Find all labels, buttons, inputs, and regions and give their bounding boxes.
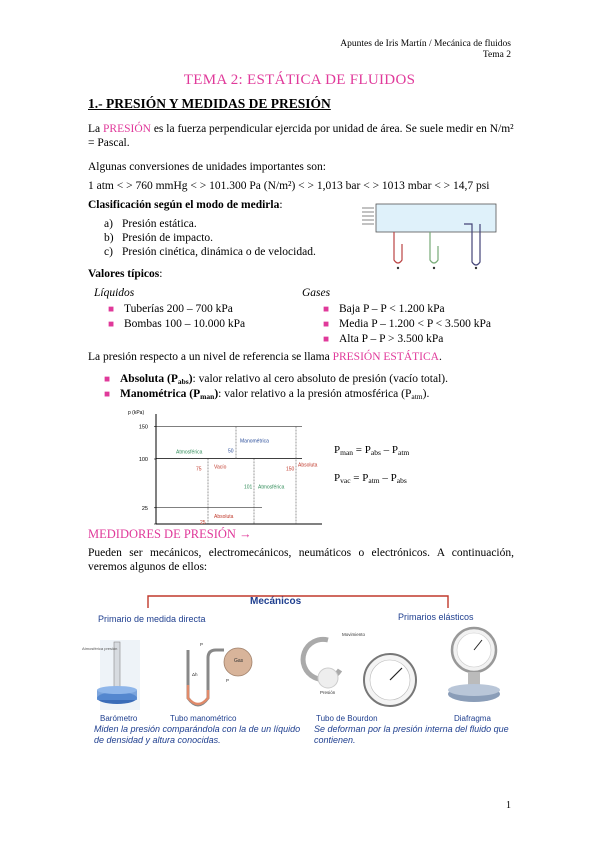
- manometer-tube-label: Tubo manométrico: [170, 714, 237, 723]
- liquid-item: ■ Tuberías 200 – 700 kPa: [108, 303, 233, 315]
- arrow-icon: →: [239, 527, 252, 541]
- pressure-probes-diagram: [360, 200, 500, 272]
- typical-heading: [88, 268, 162, 280]
- item-letter: c): [104, 246, 113, 258]
- item-letter: b): [104, 232, 114, 244]
- gas-item: ■ Alta P – P > 3.500 kPa: [323, 333, 444, 345]
- gas-tiny-label: Gas: [234, 658, 244, 664]
- atm-tiny-label: Atmosférica presión: [82, 646, 118, 651]
- value-atm: 101: [244, 484, 253, 491]
- absolute-sub: abs: [177, 377, 189, 386]
- y-tick-label: 150: [138, 424, 148, 431]
- right-caption: Se deforman por la presión interna del fluido que contienen.: [314, 724, 509, 745]
- intro-rest: es la fuerza perpendicular ejercida por unidad de área. Se suele medir en N/m² = Pascal.: [88, 123, 514, 149]
- page-title: TEMA 2: ESTÁTICA DE FLUIDOS: [183, 72, 416, 88]
- classification-title: Clasificación según el modo de medirla: [88, 199, 280, 211]
- value-man: 50: [228, 448, 234, 455]
- liquids-title: Líquidos: [94, 287, 135, 299]
- liquids-list: [108, 302, 245, 332]
- manometric-item: ■ Manométrica $(P_{man})$: valor relativo a la presión atmosférica $(P_{atm})$.: [104, 388, 430, 401]
- manometric-end: ).: [422, 388, 430, 400]
- gases-list: [323, 302, 491, 347]
- pin-tiny-label: P: [200, 642, 204, 647]
- gas-item: ■ Media P – 1.200 < P < 3.500 kPa: [323, 318, 492, 330]
- section-heading: [88, 96, 331, 112]
- static-term: PRESIÓN ESTÁTICA: [332, 351, 439, 363]
- liquid-item: ■ Bombas 100 – 10.000 kPa: [108, 318, 246, 330]
- label-absolute-1: Absoluta: [214, 513, 234, 520]
- label-atmospheric-1: Atmosférica: [176, 449, 203, 456]
- formula-vac: $P_{vac} = P_{atm} - P_{abs}$: [334, 472, 407, 485]
- gas-item: ■ Baja P – P < 1.200 kPa: [323, 303, 445, 315]
- section-heading-text: 1.- PRESIÓN Y MEDIDAS DE PRESIÓN: [88, 96, 331, 111]
- dh-tiny-label: Δh: [192, 672, 198, 677]
- right-group-label: Primarios elásticos: [398, 612, 474, 622]
- label-absolute-2: Absoluta: [298, 462, 318, 469]
- page-number: 1: [506, 800, 511, 811]
- gas-text: Baja P – P < 1.200 kPa: [339, 303, 445, 315]
- liquid-text: Bombas 100 – 10.000 kPa: [124, 318, 246, 330]
- classification-list: [104, 218, 316, 260]
- manometric-sub: man: [200, 392, 215, 401]
- manometric-label: Manométrica: [120, 388, 187, 400]
- item-text: Presión de impacto.: [122, 232, 214, 244]
- left-caption: Miden la presión comparándola con la de un líquido de densidad y altura conocidas.: [94, 724, 301, 745]
- pressure-levels-chart: [126, 408, 326, 528]
- manometric-sub2: atm: [411, 392, 423, 401]
- bourdon-tiny-label: Movimiento: [342, 632, 366, 637]
- classification-item: [104, 232, 316, 246]
- classification-item: [104, 246, 316, 260]
- absolute-text: : valor relativo al cero absoluto de presión (vacío total).: [192, 373, 448, 385]
- intro-term: PRESIÓN: [103, 123, 151, 135]
- pressure-tiny-label: Presión: [320, 690, 336, 695]
- gases-title: Gases: [302, 287, 331, 299]
- conversions-line: 1 atm < > 760 mmHg < > 101.300 Pa (N/m²) < > 1,013 bar < > 1013 mbar < > 14,7 psi: [88, 180, 490, 192]
- value-vac: 75: [196, 466, 202, 473]
- mechanical-title: Mecánicos: [250, 596, 302, 607]
- meters-heading: [88, 527, 252, 542]
- bourdon-tube-label: Tubo de Bourdon: [316, 714, 378, 723]
- gas-text: Media P – 1.200 < P < 3.500 kPa: [339, 318, 492, 330]
- value-abs-high: 150: [286, 466, 295, 473]
- y-tick-label: 100: [138, 457, 148, 463]
- typical-colon: :: [159, 268, 163, 280]
- y-tick-label: 25: [141, 505, 148, 512]
- left-group-label: Primario de medida directa: [98, 614, 206, 624]
- formula-man: $P_{man} = P_{abs} - P_{atm}$: [334, 444, 410, 457]
- intro-prefix: La: [88, 123, 104, 135]
- item-text: Presión estática.: [122, 218, 197, 230]
- classification-colon: :: [279, 199, 283, 211]
- label-atmospheric-2: Atmosférica: [258, 484, 285, 491]
- pressure-types-list: [104, 372, 524, 402]
- meters-heading-text: MEDIDORES DE PRESIÓN: [88, 527, 236, 541]
- static-suffix: .: [438, 351, 442, 363]
- item-letter: a): [104, 218, 113, 230]
- liquid-text: Tuberías 200 – 700 kPa: [124, 303, 233, 315]
- manometric-text: : valor relativo a la presión atmosférica (P: [218, 388, 412, 400]
- absolute-label: Absoluta: [120, 373, 165, 385]
- item-text: Presión cinética, dinámica o de velocidad.: [122, 246, 316, 258]
- static-prefix: La presión respecto a un nivel de referencia se llama: [88, 351, 333, 363]
- y-axis-label: p (kPa): [128, 410, 145, 416]
- header-topic: Tema 2: [482, 50, 511, 60]
- label-vacuum: Vacío: [214, 464, 227, 471]
- conversions-intro: Algunas conversiones de unidades importantes son:: [88, 161, 326, 173]
- intro-paragraph: [88, 122, 514, 150]
- diaphragm-label: Diafragma: [454, 714, 491, 723]
- absolute-item: ■ Absoluta $(P_{abs})$: valor relativo al cero absoluto de presión (vacío total).: [104, 373, 448, 386]
- header-author: Apuntes de Iris Martín / Mecánica de fluidos: [340, 39, 511, 49]
- mechanical-meters-figure: [80, 590, 520, 755]
- classification-item: [104, 218, 316, 232]
- gas-text: Alta P – P > 3.500 kPa: [339, 333, 444, 345]
- typical-title: Valores típicos: [88, 268, 160, 280]
- classification-heading: [88, 199, 283, 211]
- pgas-tiny-label: P: [226, 678, 230, 683]
- label-manometric: Manométrica: [240, 438, 269, 445]
- value-abs-low: 25: [200, 519, 206, 526]
- barometer-label: Barómetro: [100, 714, 138, 723]
- static-pressure-paragraph: [88, 350, 514, 364]
- meters-description: Pueden ser mecánicos, electromecánicos, neumáticos o electrónicos. A continuación, veremos algunos de ellos:: [88, 547, 514, 573]
